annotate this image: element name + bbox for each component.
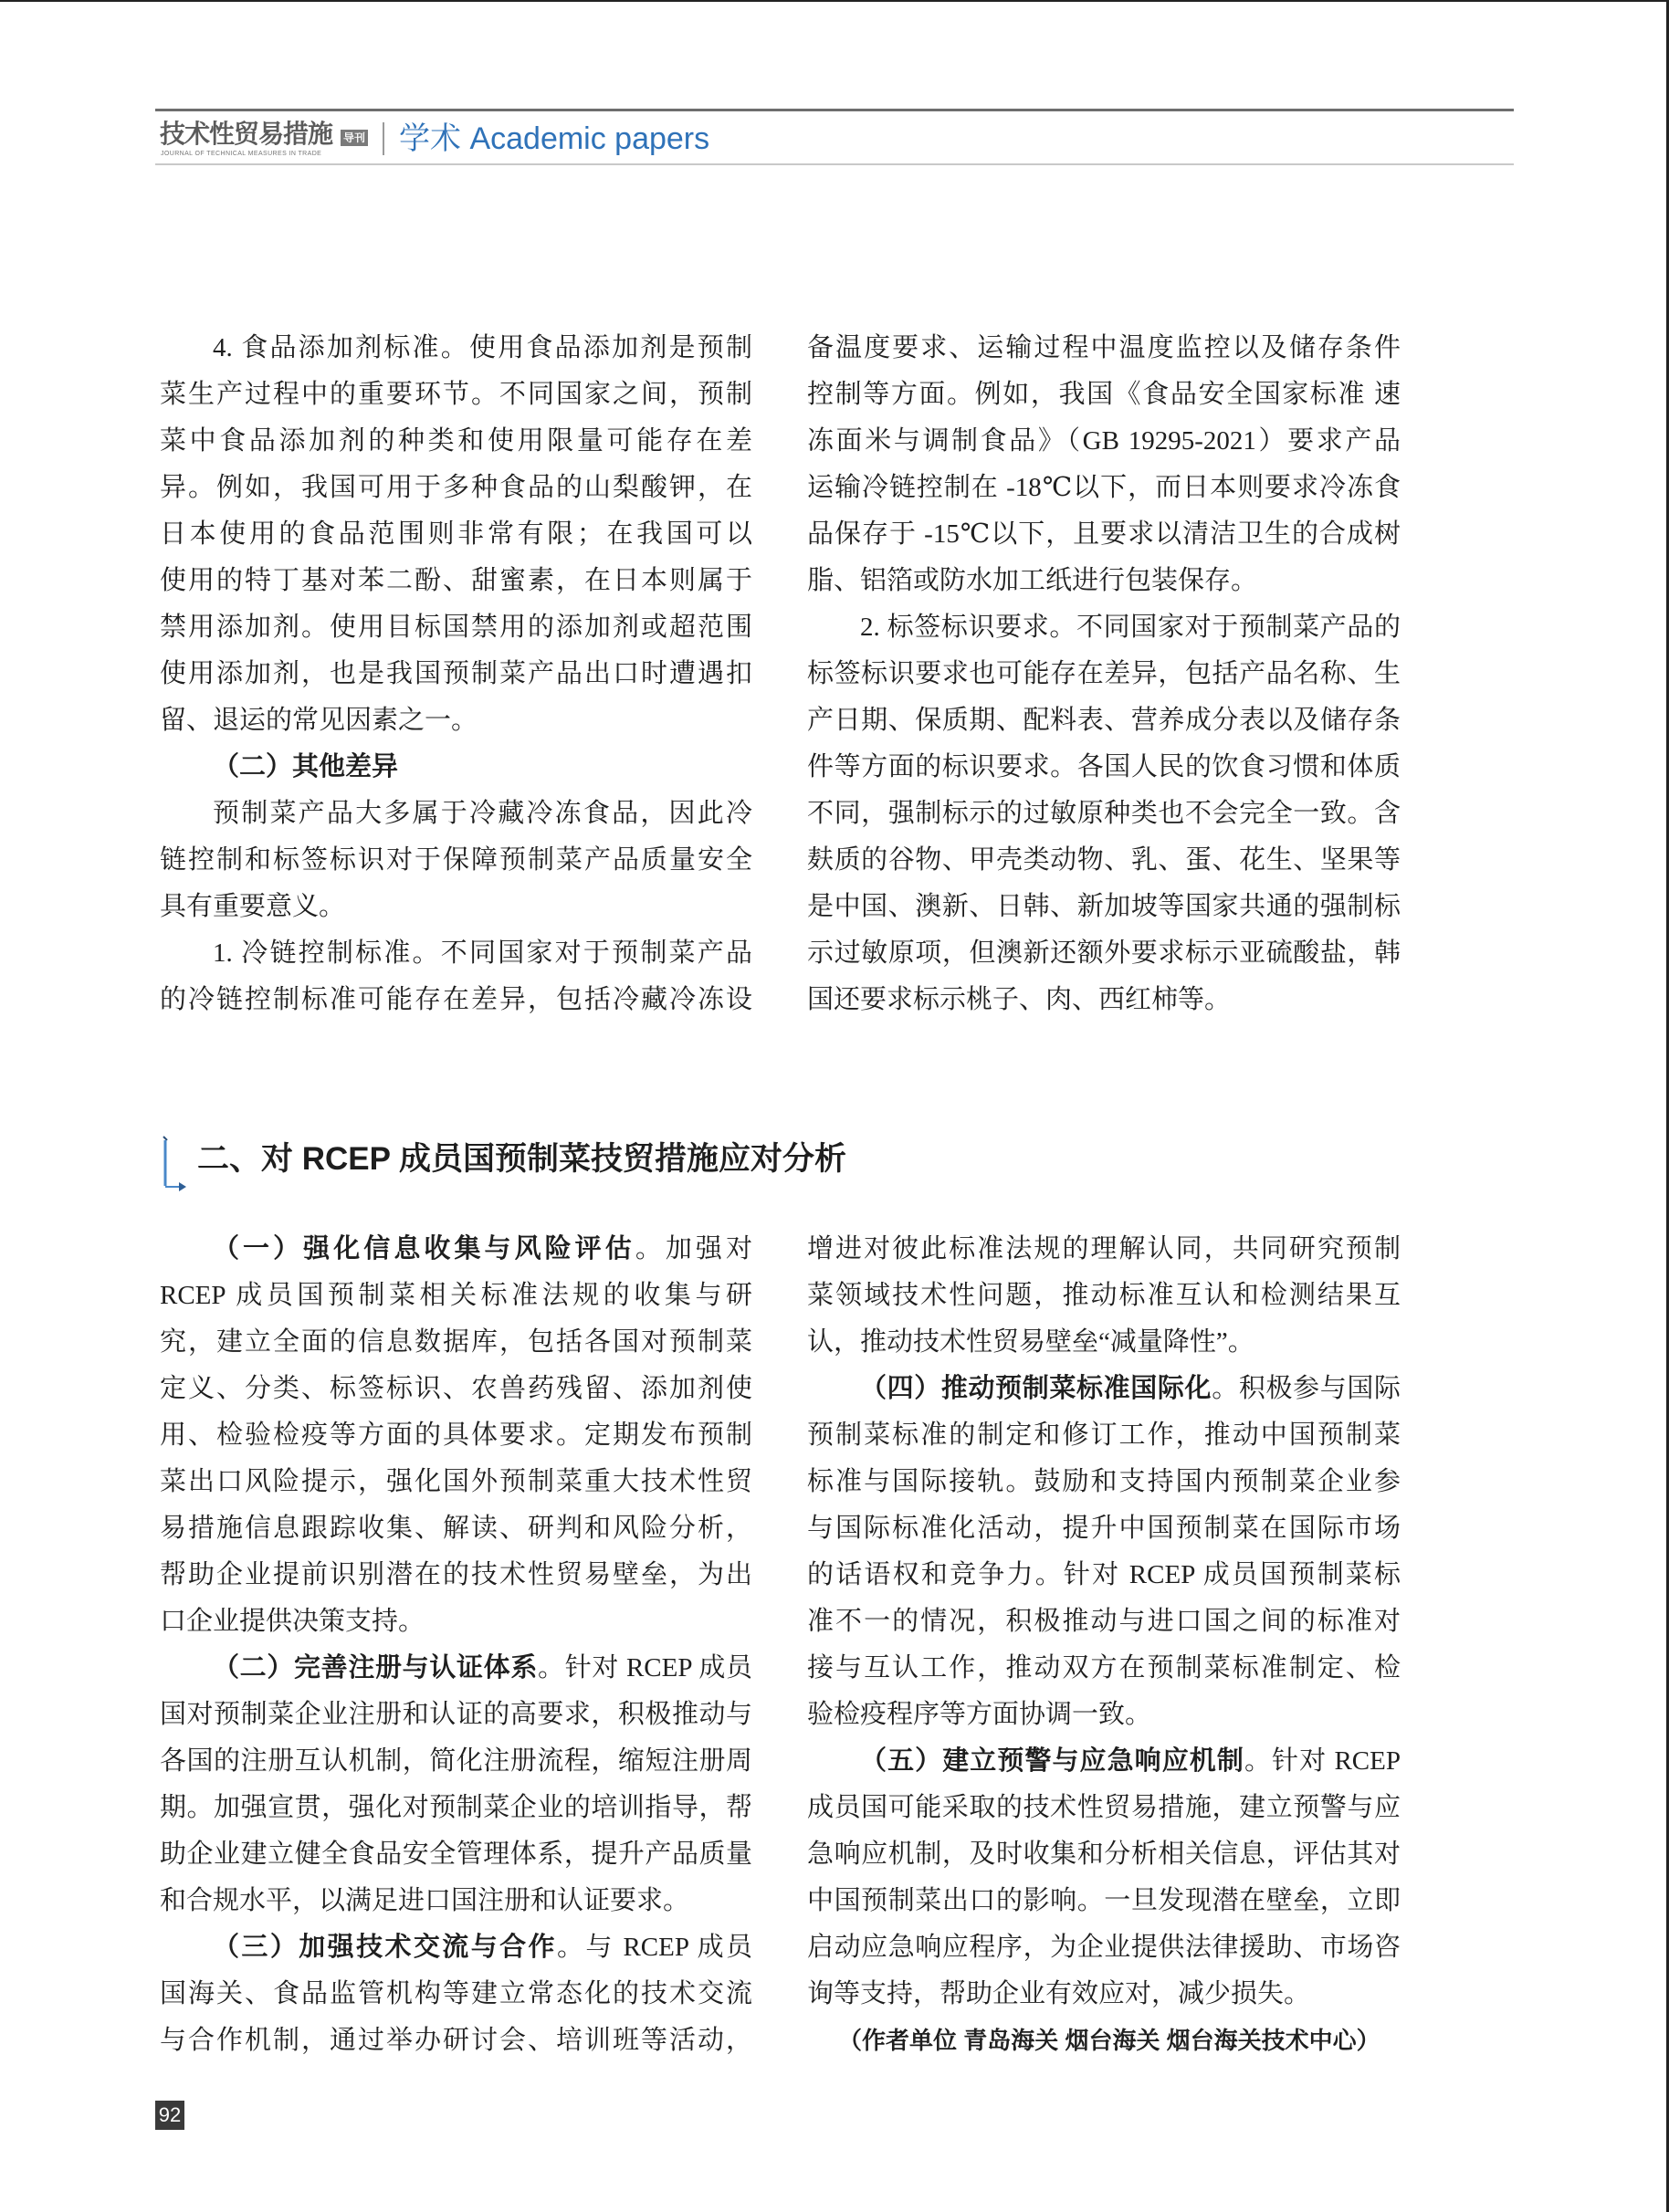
text-line: 麸质的谷物、甲壳类动物、乳、蛋、花生、坚果等: [807, 845, 1401, 875]
text-line: 使用的特丁基对苯二酚、甜蜜素，在日本则属于: [160, 566, 752, 595]
text-line: 询等支持，帮助企业有效应对，减少损失。: [807, 1979, 1311, 2008]
text-line: [160, 1226, 752, 1273]
text-line: [807, 1366, 1401, 1412]
text-line: 启动应急响应程序，为企业提供法律援助、市场咨: [807, 1933, 1401, 1962]
text-line: 产日期、保质期、配料表、营养成分表以及储存条: [807, 706, 1401, 735]
text-line: 期。加强宣贯，强化对预制菜企业的培训指导，帮: [160, 1793, 752, 1822]
subsection-title: （二）完善注册与认证体系: [213, 1653, 539, 1683]
text-line: 不同，强制标示的过敏原种类也不会完全一致。含: [807, 799, 1401, 828]
section-heading: 二、对 RCEP 成员国预制菜技贸措施应对分析: [197, 1141, 847, 1177]
text-column-top-left: [160, 325, 752, 1023]
text-line: 品保存于 -15℃以下，且要求以清洁卫生的合成树: [807, 519, 1401, 549]
text-line: 是中国、澳新、日韩、新加坡等国家共通的强制标: [807, 892, 1401, 921]
text-line: 认，推动技术性贸易壁垒“减量降性”。: [807, 1327, 1254, 1357]
text-line: 日本使用的食品范围则非常有限；在我国可以: [160, 519, 752, 549]
text-run: 。加强对: [635, 1234, 752, 1263]
header-rule-top: [155, 109, 1514, 111]
text-line: 备温度要求、运输过程中温度监控以及储存条件: [807, 333, 1401, 362]
text-line: 帮助企业提前识别潜在的技术性贸易壁垒，为出: [160, 1560, 752, 1589]
header-separator: [383, 122, 384, 155]
text-line: 1. 冷链控制标准。不同国家对于预制菜产品: [213, 938, 752, 968]
section-label: 学术 Academic papers: [399, 121, 710, 156]
text-line: 预制菜产品大多属于冷藏冷冻食品，因此冷: [213, 799, 752, 828]
text-line: 究，建立全面的信息数据库，包括各国对预制菜: [160, 1327, 752, 1357]
author-affiliation: （作者单位 青岛海关 烟台海关 烟台海关技术中心）: [838, 2027, 1380, 2054]
journal-logo-english: JOURNAL OF TECHNICAL MEASURES IN TRADE: [161, 151, 322, 157]
text-line: 准不一的情况，积极推动与进口国之间的标准对: [807, 1607, 1401, 1636]
text-line: [160, 1645, 752, 1692]
text-line: 的冷链控制标准可能存在差异，包括冷藏冷冻设: [160, 985, 752, 1014]
text-line: 与国际标准化活动，提升中国预制菜在国际市场: [807, 1514, 1401, 1543]
subsection-title: （四）推动预制菜标准国际化: [860, 1374, 1212, 1403]
text-line: 验检疫程序等方面协调一致。: [807, 1700, 1152, 1729]
text-line: 菜出口风险提示，强化国外预制菜重大技术性贸: [160, 1467, 752, 1496]
text-line: 用、检验检疫等方面的具体要求。定期发布预制: [160, 1421, 752, 1450]
heading-marker-icon: [157, 1135, 194, 1195]
text-line: 国还要求标示桃子、肉、西红柿等。: [807, 985, 1232, 1014]
text-line: 异。例如，我国可用于多种食品的山梨酸钾，在: [160, 473, 752, 502]
text-line: 示过敏原项，但澳新还额外要求标示亚硫酸盐，韩: [807, 938, 1401, 968]
text-run: 。与 RCEP 成员: [556, 1933, 752, 1962]
journal-logo: 技术性贸易措施: [160, 120, 333, 148]
page-number: 92: [155, 2101, 184, 2130]
subsection-title: （一）强化信息收集与风险评估: [213, 1234, 635, 1263]
text-line: 易措施信息跟踪收集、解读、研判和风险分析，: [160, 1514, 752, 1543]
text-line: 急响应机制，及时收集和分析相关信息，评估其对: [807, 1840, 1401, 1869]
text-line: 和合规水平，以满足进口国注册和认证要求。: [160, 1886, 690, 1915]
text-line: 菜领域技术性问题，推动标准互认和检测结果互: [807, 1281, 1401, 1310]
text-line: [807, 1738, 1401, 1785]
text-line: 控制等方面。例如，我国《食品安全国家标准 速: [807, 380, 1401, 409]
text-line: 菜生产过程中的重要环节。不同国家之间，预制: [160, 380, 752, 409]
text-run: 。针对 RCEP 成员: [538, 1653, 752, 1683]
text-line: 2. 标签标识要求。不同国家对于预制菜产品的: [860, 613, 1401, 642]
text-line: 各国的注册互认机制，简化注册流程，缩短注册周: [160, 1746, 752, 1776]
subsection-title: （三）加强技术交流与合作: [213, 1933, 557, 1962]
text-column-top-right: [807, 325, 1401, 1023]
text-line: 标准与国际接轨。鼓励和支持国内预制菜企业参: [807, 1467, 1401, 1496]
text-line: RCEP 成员国预制菜相关标准法规的收集与研: [160, 1281, 752, 1310]
text-line: [160, 1924, 752, 1971]
text-line: 国对预制菜企业注册和认证的高要求，积极推动与: [160, 1700, 752, 1729]
text-line: 4. 食品添加剂标准。使用食品添加剂是预制: [213, 333, 752, 362]
text-line: 标签标识要求也可能存在差异，包括产品名称、生: [807, 659, 1401, 688]
text-line: 冻面米与调制食品》（GB 19295-2021）要求产品: [807, 426, 1401, 456]
text-line: 链控制和标签标识对于保障预制菜产品质量安全: [160, 845, 752, 875]
text-line: 菜中食品添加剂的种类和使用限量可能存在差: [160, 426, 752, 456]
text-line: 禁用添加剂。使用目标国禁用的添加剂或超范围: [160, 613, 752, 642]
text-line: 使用添加剂，也是我国预制菜产品出口时遭遇扣: [160, 659, 752, 688]
text-line: 与合作机制，通过举办研讨会、培训班等活动，: [160, 2026, 752, 2055]
header-rule-bottom: [155, 163, 1514, 165]
text-line: 口企业提供决策支持。: [160, 1607, 425, 1636]
journal-logo-badge: 导刊: [341, 130, 368, 146]
text-run: 。积极参与国际: [1212, 1374, 1401, 1403]
text-line: 的话语权和竞争力。针对 RCEP 成员国预制菜标: [807, 1560, 1401, 1589]
text-line: 国海关、食品监管机构等建立常态化的技术交流: [160, 1979, 752, 2008]
text-line: 定义、分类、标签标识、农兽药残留、添加剂使: [160, 1374, 752, 1403]
text-line: 成员国可能采取的技术性贸易措施，建立预警与应: [807, 1793, 1401, 1822]
text-line: 运输冷链控制在 -18℃以下，而日本则要求冷冻食: [807, 473, 1401, 502]
text-line: 接与互认工作，推动双方在预制菜标准制定、检: [807, 1653, 1401, 1683]
text-column-bottom-right: [807, 1226, 1401, 2018]
text-line: 助企业建立健全食品安全管理体系，提升产品质量: [160, 1840, 752, 1869]
text-line: 增进对彼此标准法规的理解认同，共同研究预制: [807, 1234, 1401, 1263]
text-line: 脂、铝箔或防水加工纸进行包装保存。: [807, 566, 1258, 595]
text-line: 中国预制菜出口的影响。一旦发现潜在壁垒，立即: [807, 1886, 1401, 1915]
text-line: 件等方面的标识要求。各国人民的饮食习惯和体质: [807, 752, 1401, 781]
subsection-title: （二）其他差异: [213, 752, 399, 781]
subsection-title: （五）建立预警与应急响应机制: [860, 1746, 1244, 1776]
text-line: 具有重要意义。: [160, 892, 346, 921]
text-line: 留、退运的常见因素之一。: [160, 706, 478, 735]
text-line: 预制菜标准的制定和修订工作，推动中国预制菜: [807, 1421, 1401, 1450]
text-run: 。针对 RCEP: [1244, 1746, 1401, 1776]
text-column-bottom-left: [160, 1226, 752, 2064]
